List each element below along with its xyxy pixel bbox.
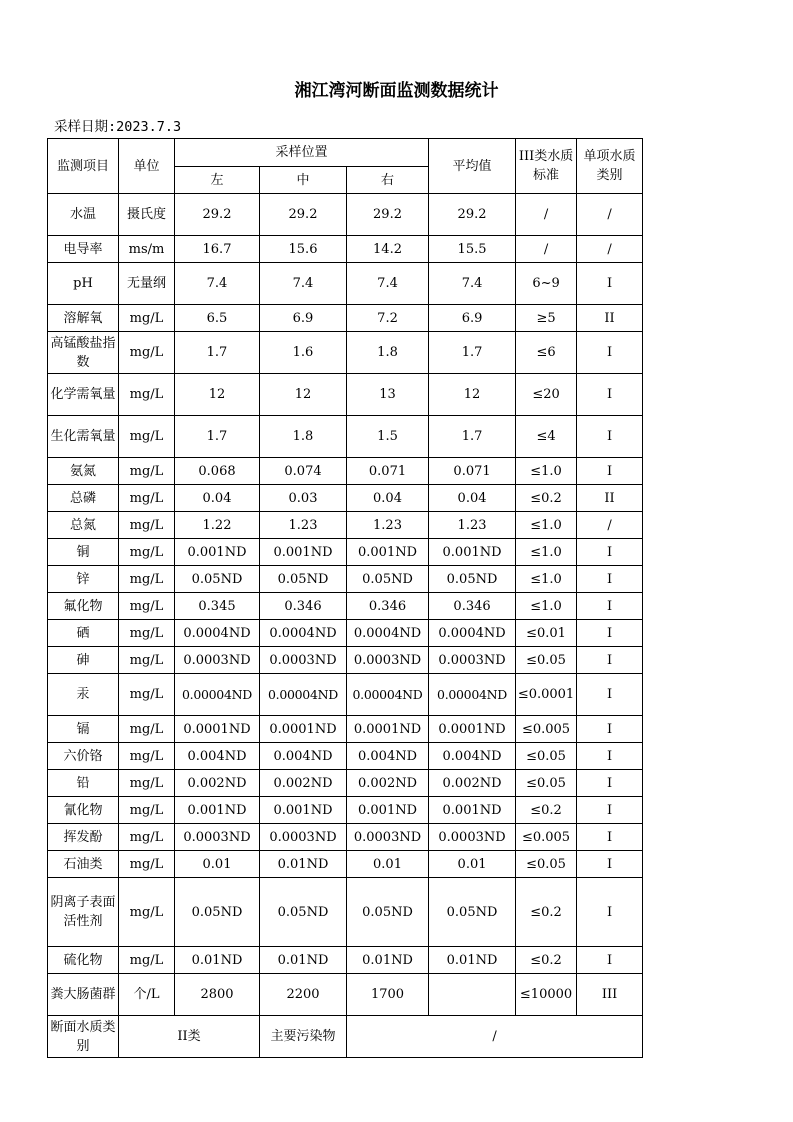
standard-value: / bbox=[516, 236, 577, 263]
standard-value: ≤1.0 bbox=[516, 566, 577, 593]
middle-value: 0.01ND bbox=[260, 947, 347, 974]
category-value: I bbox=[577, 647, 643, 674]
middle-value: 0.002ND bbox=[260, 770, 347, 797]
middle-value: 0.346 bbox=[260, 593, 347, 620]
category-value: I bbox=[577, 539, 643, 566]
right-value: 0.001ND bbox=[347, 797, 429, 824]
left-value: 0.001ND bbox=[175, 539, 260, 566]
average-value: 6.9 bbox=[429, 305, 516, 332]
standard-value: ≤0.2 bbox=[516, 485, 577, 512]
right-value: 0.004ND bbox=[347, 743, 429, 770]
standard-value: ≤0.2 bbox=[516, 797, 577, 824]
middle-value: 29.2 bbox=[260, 194, 347, 236]
left-value: 2800 bbox=[175, 974, 260, 1016]
standard-value: ≤0.2 bbox=[516, 947, 577, 974]
table-row bbox=[48, 824, 643, 851]
average-value: 7.4 bbox=[429, 263, 516, 305]
header-row bbox=[48, 139, 643, 167]
standard-value: ≤0.05 bbox=[516, 851, 577, 878]
right-value: 0.071 bbox=[347, 458, 429, 485]
unit-cell: mg/L bbox=[119, 743, 175, 770]
average-value: 0.001ND bbox=[429, 539, 516, 566]
right-value: 7.4 bbox=[347, 263, 429, 305]
average-value: 0.01 bbox=[429, 851, 516, 878]
middle-value: 6.9 bbox=[260, 305, 347, 332]
left-value: 0.04 bbox=[175, 485, 260, 512]
middle-value: 15.6 bbox=[260, 236, 347, 263]
left-value: 0.345 bbox=[175, 593, 260, 620]
item-cell: 硒 bbox=[48, 620, 119, 647]
standard-value: ≤0.05 bbox=[516, 647, 577, 674]
left-value: 0.0003ND bbox=[175, 824, 260, 851]
right-value: 0.01ND bbox=[347, 947, 429, 974]
item-cell: 石油类 bbox=[48, 851, 119, 878]
table-row bbox=[48, 485, 643, 512]
average-value: 29.2 bbox=[429, 194, 516, 236]
standard-value: / bbox=[516, 194, 577, 236]
table-row bbox=[48, 458, 643, 485]
table-row bbox=[48, 593, 643, 620]
standard-value: ≤1.0 bbox=[516, 512, 577, 539]
unit-cell: mg/L bbox=[119, 305, 175, 332]
category-value: II bbox=[577, 485, 643, 512]
right-value: 0.001ND bbox=[347, 539, 429, 566]
table-row bbox=[48, 851, 643, 878]
table-row bbox=[48, 512, 643, 539]
table-row bbox=[48, 947, 643, 974]
right-value: 1700 bbox=[347, 974, 429, 1016]
table-row bbox=[48, 647, 643, 674]
table-row bbox=[48, 236, 643, 263]
item-cell: 锌 bbox=[48, 566, 119, 593]
average-value bbox=[429, 974, 516, 1016]
category-value: I bbox=[577, 458, 643, 485]
category-value: I bbox=[577, 824, 643, 851]
middle-value: 0.001ND bbox=[260, 797, 347, 824]
item-cell: 阴离子表面活性剂 bbox=[48, 878, 119, 947]
header-location: 采样位置 bbox=[175, 139, 429, 167]
unit-cell: mg/L bbox=[119, 485, 175, 512]
right-value: 0.01 bbox=[347, 851, 429, 878]
category-value: / bbox=[577, 236, 643, 263]
left-value: 0.068 bbox=[175, 458, 260, 485]
average-value: 1.7 bbox=[429, 416, 516, 458]
middle-value: 0.001ND bbox=[260, 539, 347, 566]
middle-value: 7.4 bbox=[260, 263, 347, 305]
header-standard: III类水质标准 bbox=[516, 139, 577, 194]
left-value: 29.2 bbox=[175, 194, 260, 236]
right-value: 0.00004ND bbox=[347, 674, 429, 716]
standard-value: ≤6 bbox=[516, 332, 577, 374]
standard-value: ≥5 bbox=[516, 305, 577, 332]
unit-cell: mg/L bbox=[119, 416, 175, 458]
middle-value: 0.0004ND bbox=[260, 620, 347, 647]
table-row bbox=[48, 305, 643, 332]
item-cell: 挥发酚 bbox=[48, 824, 119, 851]
table-row bbox=[48, 770, 643, 797]
average-value: 0.346 bbox=[429, 593, 516, 620]
item-cell: 氰化物 bbox=[48, 797, 119, 824]
right-value: 0.0003ND bbox=[347, 824, 429, 851]
right-value: 13 bbox=[347, 374, 429, 416]
table-row bbox=[48, 743, 643, 770]
right-value: 1.8 bbox=[347, 332, 429, 374]
left-value: 0.001ND bbox=[175, 797, 260, 824]
right-value: 0.0004ND bbox=[347, 620, 429, 647]
table-row bbox=[48, 620, 643, 647]
header-right: 右 bbox=[347, 167, 429, 194]
standard-value: ≤20 bbox=[516, 374, 577, 416]
category-value: I bbox=[577, 797, 643, 824]
item-cell: 水温 bbox=[48, 194, 119, 236]
item-cell: 铜 bbox=[48, 539, 119, 566]
footer-row bbox=[48, 1016, 643, 1058]
table-row bbox=[48, 332, 643, 374]
middle-value: 0.01ND bbox=[260, 851, 347, 878]
category-value: I bbox=[577, 674, 643, 716]
average-value: 1.7 bbox=[429, 332, 516, 374]
middle-value: 0.00004ND bbox=[260, 674, 347, 716]
unit-cell: mg/L bbox=[119, 620, 175, 647]
middle-value: 0.004ND bbox=[260, 743, 347, 770]
left-value: 0.004ND bbox=[175, 743, 260, 770]
standard-value: ≤0.01 bbox=[516, 620, 577, 647]
unit-cell: ms/m bbox=[119, 236, 175, 263]
average-value: 0.05ND bbox=[429, 878, 516, 947]
item-cell: 总氮 bbox=[48, 512, 119, 539]
table-row bbox=[48, 674, 643, 716]
category-value: I bbox=[577, 743, 643, 770]
middle-value: 1.23 bbox=[260, 512, 347, 539]
left-value: 12 bbox=[175, 374, 260, 416]
middle-value: 0.074 bbox=[260, 458, 347, 485]
table-row bbox=[48, 566, 643, 593]
middle-value: 0.05ND bbox=[260, 878, 347, 947]
standard-value: ≤1.0 bbox=[516, 458, 577, 485]
category-value: I bbox=[577, 620, 643, 647]
item-cell: 镉 bbox=[48, 716, 119, 743]
left-value: 0.01 bbox=[175, 851, 260, 878]
average-value: 0.001ND bbox=[429, 797, 516, 824]
table-row bbox=[48, 797, 643, 824]
monitoring-table bbox=[47, 138, 643, 1058]
right-value: 7.2 bbox=[347, 305, 429, 332]
item-cell: 粪大肠菌群 bbox=[48, 974, 119, 1016]
middle-value: 0.0001ND bbox=[260, 716, 347, 743]
footer-label: 断面水质类别 bbox=[48, 1016, 119, 1058]
middle-value: 0.0003ND bbox=[260, 647, 347, 674]
unit-cell: mg/L bbox=[119, 716, 175, 743]
header-unit: 单位 bbox=[119, 139, 175, 194]
unit-cell: mg/L bbox=[119, 674, 175, 716]
middle-value: 2200 bbox=[260, 974, 347, 1016]
standard-value: ≤0.005 bbox=[516, 716, 577, 743]
unit-cell: 摄氏度 bbox=[119, 194, 175, 236]
item-cell: 总磷 bbox=[48, 485, 119, 512]
right-value: 14.2 bbox=[347, 236, 429, 263]
item-cell: 氟化物 bbox=[48, 593, 119, 620]
category-value: I bbox=[577, 416, 643, 458]
category-value: I bbox=[577, 263, 643, 305]
item-cell: 砷 bbox=[48, 647, 119, 674]
unit-cell: 个/L bbox=[119, 974, 175, 1016]
item-cell: 铅 bbox=[48, 770, 119, 797]
header-middle: 中 bbox=[260, 167, 347, 194]
average-value: 0.01ND bbox=[429, 947, 516, 974]
unit-cell: mg/L bbox=[119, 947, 175, 974]
right-value: 0.05ND bbox=[347, 566, 429, 593]
category-value: / bbox=[577, 512, 643, 539]
item-cell: pH bbox=[48, 263, 119, 305]
average-value: 0.004ND bbox=[429, 743, 516, 770]
unit-cell: mg/L bbox=[119, 458, 175, 485]
right-value: 0.346 bbox=[347, 593, 429, 620]
right-value: 0.0003ND bbox=[347, 647, 429, 674]
middle-value: 0.0003ND bbox=[260, 824, 347, 851]
unit-cell: mg/L bbox=[119, 770, 175, 797]
standard-value: ≤4 bbox=[516, 416, 577, 458]
item-cell: 溶解氧 bbox=[48, 305, 119, 332]
item-cell: 六价铬 bbox=[48, 743, 119, 770]
unit-cell: mg/L bbox=[119, 647, 175, 674]
unit-cell: mg/L bbox=[119, 878, 175, 947]
category-value: I bbox=[577, 332, 643, 374]
left-value: 0.002ND bbox=[175, 770, 260, 797]
unit-cell: mg/L bbox=[119, 797, 175, 824]
standard-value: ≤10000 bbox=[516, 974, 577, 1016]
table-row bbox=[48, 194, 643, 236]
unit-cell: mg/L bbox=[119, 593, 175, 620]
right-value: 0.0001ND bbox=[347, 716, 429, 743]
left-value: 0.0001ND bbox=[175, 716, 260, 743]
table-row bbox=[48, 374, 643, 416]
header-left: 左 bbox=[175, 167, 260, 194]
left-value: 6.5 bbox=[175, 305, 260, 332]
middle-value: 1.6 bbox=[260, 332, 347, 374]
item-cell: 高锰酸盐指数 bbox=[48, 332, 119, 374]
average-value: 15.5 bbox=[429, 236, 516, 263]
left-value: 1.22 bbox=[175, 512, 260, 539]
header-category: 单项水质类别 bbox=[577, 139, 643, 194]
average-value: 0.04 bbox=[429, 485, 516, 512]
category-value: I bbox=[577, 716, 643, 743]
right-value: 0.04 bbox=[347, 485, 429, 512]
table-row bbox=[48, 263, 643, 305]
standard-value: ≤1.0 bbox=[516, 593, 577, 620]
average-value: 0.05ND bbox=[429, 566, 516, 593]
average-value: 0.0003ND bbox=[429, 824, 516, 851]
standard-value: 6~9 bbox=[516, 263, 577, 305]
right-value: 0.05ND bbox=[347, 878, 429, 947]
average-value: 0.00004ND bbox=[429, 674, 516, 716]
category-value: I bbox=[577, 878, 643, 947]
average-value: 0.002ND bbox=[429, 770, 516, 797]
left-value: 0.00004ND bbox=[175, 674, 260, 716]
unit-cell: mg/L bbox=[119, 566, 175, 593]
category-value: I bbox=[577, 566, 643, 593]
middle-value: 1.8 bbox=[260, 416, 347, 458]
unit-cell: 无量纲 bbox=[119, 263, 175, 305]
unit-cell: mg/L bbox=[119, 539, 175, 566]
average-value: 1.23 bbox=[429, 512, 516, 539]
table-row bbox=[48, 878, 643, 947]
item-cell: 硫化物 bbox=[48, 947, 119, 974]
table-row bbox=[48, 416, 643, 458]
standard-value: ≤0.05 bbox=[516, 770, 577, 797]
standard-value: ≤0.005 bbox=[516, 824, 577, 851]
category-value: I bbox=[577, 593, 643, 620]
right-value: 29.2 bbox=[347, 194, 429, 236]
right-value: 0.002ND bbox=[347, 770, 429, 797]
average-value: 0.071 bbox=[429, 458, 516, 485]
left-value: 0.01ND bbox=[175, 947, 260, 974]
average-value: 12 bbox=[429, 374, 516, 416]
item-cell: 生化需氧量 bbox=[48, 416, 119, 458]
unit-cell: mg/L bbox=[119, 512, 175, 539]
category-value: I bbox=[577, 770, 643, 797]
left-value: 1.7 bbox=[175, 332, 260, 374]
standard-value: ≤1.0 bbox=[516, 539, 577, 566]
unit-cell: mg/L bbox=[119, 374, 175, 416]
sampling-date: 采样日期:2023.7.3 bbox=[54, 119, 182, 135]
category-value: III bbox=[577, 974, 643, 1016]
left-value: 0.0003ND bbox=[175, 647, 260, 674]
category-value: I bbox=[577, 851, 643, 878]
left-value: 1.7 bbox=[175, 416, 260, 458]
page-title: 湘江湾河断面监测数据统计 bbox=[294, 81, 499, 101]
item-cell: 电导率 bbox=[48, 236, 119, 263]
header-average: 平均值 bbox=[429, 139, 516, 194]
category-value: I bbox=[577, 374, 643, 416]
left-value: 0.0004ND bbox=[175, 620, 260, 647]
average-value: 0.0004ND bbox=[429, 620, 516, 647]
middle-value: 12 bbox=[260, 374, 347, 416]
category-value: / bbox=[577, 194, 643, 236]
unit-cell: mg/L bbox=[119, 332, 175, 374]
unit-cell: mg/L bbox=[119, 824, 175, 851]
category-value: I bbox=[577, 947, 643, 974]
left-value: 0.05ND bbox=[175, 566, 260, 593]
header-item: 监测项目 bbox=[48, 139, 119, 194]
left-value: 16.7 bbox=[175, 236, 260, 263]
middle-value: 0.03 bbox=[260, 485, 347, 512]
table-row bbox=[48, 539, 643, 566]
unit-cell: mg/L bbox=[119, 851, 175, 878]
item-cell: 汞 bbox=[48, 674, 119, 716]
average-value: 0.0001ND bbox=[429, 716, 516, 743]
item-cell: 氨氮 bbox=[48, 458, 119, 485]
middle-value: 0.05ND bbox=[260, 566, 347, 593]
standard-value: ≤0.05 bbox=[516, 743, 577, 770]
standard-value: ≤0.2 bbox=[516, 878, 577, 947]
right-value: 1.23 bbox=[347, 512, 429, 539]
category-value: II bbox=[577, 305, 643, 332]
water-class-value: II类 bbox=[119, 1016, 260, 1058]
average-value: 0.0003ND bbox=[429, 647, 516, 674]
table-row bbox=[48, 716, 643, 743]
table-row bbox=[48, 974, 643, 1016]
right-value: 1.5 bbox=[347, 416, 429, 458]
pollutant-value: / bbox=[347, 1016, 643, 1058]
item-cell: 化学需氧量 bbox=[48, 374, 119, 416]
standard-value: ≤0.0001 bbox=[516, 674, 577, 716]
left-value: 7.4 bbox=[175, 263, 260, 305]
left-value: 0.05ND bbox=[175, 878, 260, 947]
pollutant-label: 主要污染物 bbox=[260, 1016, 347, 1058]
